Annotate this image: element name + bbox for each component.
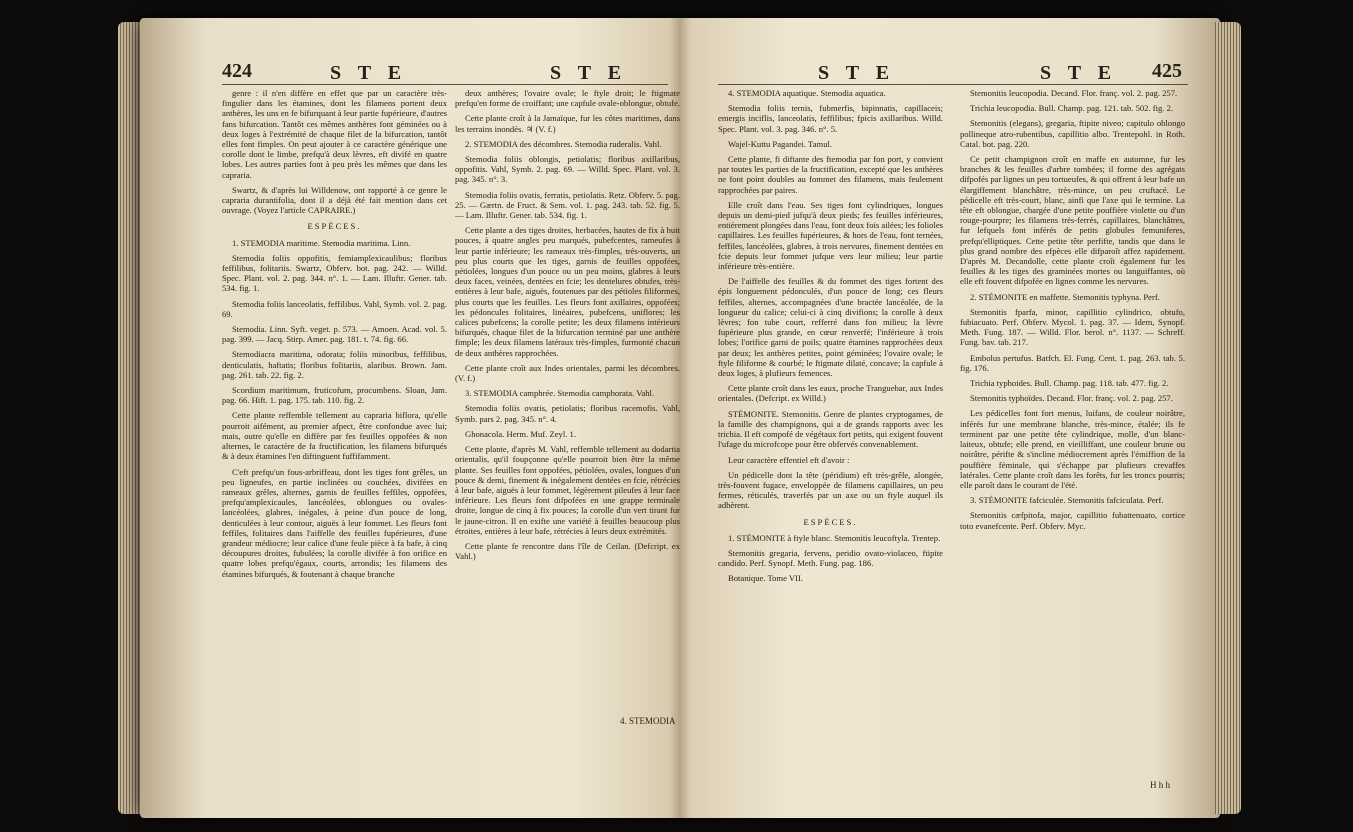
paragraph: Un pédicelle dont la tête (péridium) eft très-grêle, alongée, très-fouvent fugace, enveloppée de filamens capillaires, un peu fermes, réticulés, traverfés par un axe ou un ftyle auquel ils adhèrent.	[718, 469, 943, 511]
left-page-column-1	[222, 88, 447, 584]
paragraph: ESPÈCES.	[307, 221, 362, 232]
paragraph: Stemonitis leucopodia. Decand. Flor. franç. vol. 2. pag. 257.	[970, 88, 1178, 98]
running-head-right-2: S T E	[1040, 62, 1118, 84]
paragraph: Stemonitis gregaria, fervens, peridio ovato-violaceo, ftipite candido. Perf. Synopf. Meth. Fung. pag. 186.	[718, 547, 943, 569]
paragraph: Stemodia foliis oblongis, petiolatis; floribus axillaribus, oppofitis. Vahl, Symb. 2. pag. 69. — Willd. Spec. Plant. vol. 3. pag. 345. n°. 3.	[455, 154, 680, 185]
left-page-column-2	[455, 88, 680, 566]
book-edge-right	[1215, 22, 1241, 814]
header-rule-left	[222, 84, 668, 85]
signature-mark: H h h	[1150, 780, 1170, 790]
paragraph: Scordium maritimum, fruticofum, procumbens. Sloan, Jam. pag. 66. Hift. 1. pag. 175. tab. 110. fig. 2.	[222, 385, 447, 406]
paragraph: Cette plante croît dans les eaux, proche Tranguebar, aux Indes orientales. (Defcript. ex Willd.)	[718, 383, 943, 404]
paragraph: Cette plante, d'après M. Vahl, reffemble tellement au dodartia orientalis, qu'il foupçonne qu'elle pourroit bien être la même plante. Ses feuilles font oppofées, pétiolées, ovales, longues d'un pouce & demi, finement & inégalement dentées en fcie, rétrécies à leur bafe, aiguës à leur fommet, légèrement pileufes à leur face inférieure. Les fleurs font difpofées en une grappe terminale droite, longue de cinq à fix pouces; la corolle d'un vert tirant fur le jaune-citron. Il en exifte une variété à feuilles beaucoup plus étroites, entières à leur bafe, rétrécies à leurs deux extrémités.	[455, 444, 680, 536]
paragraph: Botanique. Tome VII.	[728, 573, 803, 584]
paragraph: deux anthères; l'ovaire ovale; le ftyle droit; le ftigmate prefqu'en forme de croiffant; une capfule ovale-oblongue, obtufe.	[455, 88, 680, 109]
paragraph: Les pédicelles font fort menus, luifans, de couleur noirâtre, inférés fur une membrane blanche, très-mince, étalée; ils fe terminent par une petite tête cylindrique, molle, d'un blanc-laiteux, obtufe; elle prend, en vieilliffant, une couleur brune ou noirâtre, périfte & s'incline médiocrement après l'émiffion de la pouffière féminale, qui s'échappe par plufieurs crevaffes latérales. Cette plante croît dans les forêts, fur les troncs pourris; elle paroît dans le courant de l'été.	[960, 408, 1185, 490]
paragraph: 3. STÉMONITE fafciculée. Stemonitis fafciculata. Perf.	[970, 495, 1164, 506]
paragraph: 1. STÉMONITE à ftyle blanc. Stemonitis leucoftyla. Trentep.	[728, 532, 941, 543]
right-page-column-1	[718, 88, 943, 589]
header-rule-right	[718, 84, 1188, 85]
paragraph: C'eft prefqu'un fous-arbriffeau, dont les tiges font grêles, un peu ligneufes, en partie inclinées ou couchées, divifées en rameaux grêles, alternes, garnis de feuilles feffiles, oppofées, prefqu'amplexicaules, lancéolées, oblongues ou ovales-lancéolées, glabres, inégales, à peine d'un pouce de long, denticulées à leur contour, aiguës à leur fommet. Les fleurs font feffiles, folitaires dans l'aiffelle des feuilles fupérieures, d'une grandeur médiocre; leur calice d'une feule pièce à fa bafe, à cinq découpures droites, fubulées; la corolle divifée à fon orifice en quatre lobes prefqu'égaux, courts, arrondis; les filamens des étamines bifurqués, & foutenant à chaque branche	[222, 466, 447, 579]
paragraph: Stemonitis typhoïdes. Decand. Flor. franç. vol. 2. pag. 257.	[970, 393, 1173, 404]
paragraph: Elle croît dans l'eau. Ses tiges font cylindriques, longues depuis un demi-pied jufqu'à deux pieds; fes feuilles inférieures, entièrement plongées dans l'eau, font deux fois ailées; les folioles capillaires. Les feuilles fupérieures, & hors de l'eau, font ternées, feffiles, lancéolées, glabres, à trois nervures, finement dentées en fcie depuis leur fommet jufque vers leur milieu; leur partie inférieure très-entière.	[718, 199, 943, 272]
folio-right: 425	[1152, 60, 1182, 82]
paragraph: Stemodia foliis ovatis, ferratis, petiolatis. Retz. Obferv. 5. pag. 25. — Gærtn. de Fruct. & Sem. vol. 1. pag. 243. tab. 52. fig. 5. — Lam. Illuftr. Gener. tab. 534. fig. 1.	[455, 189, 680, 221]
paragraph: Trichia typhoides. Bull. Champ. pag. 118. tab. 477. fig. 2.	[970, 378, 1169, 389]
paragraph: Cette plante, fi diftante des ftemodia par fon port, y convient par toutes les parties de la fructification, excepté que les anthères ne font point doubles au fommet des filamens, mais feulement rapprochées par paires.	[718, 154, 943, 195]
paragraph: Stemodia foliis ternis, fubmerfis, bipinnatis, capillaceis; emergis inciflis, lanceolatis, feffilibus; fpicis axillaribus. Willd. Spec. Plant. vol. 3. pag. 346. n°. 5.	[718, 103, 943, 134]
paragraph: Cette plante a des tiges droites, herbacées, hautes de fix à huit pouces, à quatre angles peu marqués, pubefcentes, rameufes à leur partie inférieure; les rameaux très-fimples, très-ouverts, un peu plus courts que les tiges, garnis de feuilles oppofées, pétiolées, longues d'un pouce ou un peu moins, glabres à leurs deux faces, veinées, dentées en fcie; les dentelures obtufes, très-entières à leur bafe, aiguës, foutenues par des pétioles filiformes, plus courts que les feuilles. Les fleurs font axillaires, oppofées; les pédoncules folitaires, linéaires, pubefcens, uniflores; les calices pubefcens; la corolle petite; les deux filamens intérieurs bifurqués, chaque filet de la bifurcation terminé par une anthère fimple; les deux filamens latéraux très-fimples, furmonté chacun de deux anthères rapprochées.	[455, 225, 680, 358]
paragraph: Cette plante croît à la Jamaïque, fur les côtes maritimes, dans les terrains inondés. ♃ (V. f.)	[455, 113, 680, 134]
paragraph: Stemodia foliis ovatis, petiolatis; floribus racemofis. Vahl, Symb. pars 2. pag. 345. n°. 4.	[455, 403, 680, 424]
paragraph: Stemonitis fparfa, minor, capillitio cylindrico, obtufo, fubiacuato. Perf. Obferv. Mycol. 1. pag. 37. — Idem, Synopf. Meth. Fung. 187. — Willd. Flor. berol. n°. 1137. — Schreff. Fung. bav. tab. 217.	[960, 306, 1185, 348]
running-head-left-2: S T E	[550, 62, 628, 84]
paragraph: genre : il n'en diffère en effet que par un caractère très-fingulier dans les étamines, dont les filamens portent deux anthères, les uns en fe bifurquant à leur partie fupérieure, d'autres fans bifurcation. Tantôt ces mêmes anthères font géminées ou à deux loges à l'extrémité de chaque filet de la bifurcation, tantôt elles font fimples. On peut ajouter à ce caractère générique une corolle dont le limbe, prefqu'à deux lèvres, eft divifé en quatre lobes. Les autres parties font à peu près les mêmes que dans les capraria.	[222, 88, 447, 180]
paragraph: De l'aiffelle des feuilles & du fommet des tiges fortent des épis longuement pédonculés, d'un pouce de long; ces fleurs feffiles, alternes, accompagnées d'une bractée lancéolée, de la longueur du calice; celui-ci à cinq divifions; la corolle à deux lèvres; fon tube court, refferré dans fon milieu; la lèvre fupérieure plus grande, en cœur renverfé; l'inférieure à trois lobes; l'orifice garni de poils; quatre étamines rapprochées deux par deux; les anthères petites, point géminées; l'ovaire ovale; le ftyle filiforme & courbé; le ftigmate dilaté, concave; la capfule à deux loges, à plufieurs femences.	[718, 276, 943, 379]
paragraph: Cette plante fe rencontre dans l'île de Ceilan. (Defcript. ex Vahl.)	[455, 540, 680, 562]
paragraph: ESPÈCES.	[803, 516, 858, 527]
paragraph: Ce petit champignon croît en maffe en automne, fur les branches & les feuilles d'arbre tombées; il forme des agrégats difpofés par lignes un peu tortueufes, & qui offrent à leur bafe un élargiffement blanchâtre, très-mince, un peu cruftacé. Le pédicelle eft très-court, blanc, ainfi que l'axe qui le termine. La tête eft oblongue, chargée d'une petite pouffière violette ou d'un rouge-pourpre; les filamens très-ferrés, capillaires, blanchâtres, fur lefquels font inférés de petits globules femuniferes, prefqu'elliptiques. Cette petite tête perfifte, tandis que dans le plus grand nombre des efpèces elle difparoît affez rapidement. D'après M. Decandolle, cette plante croît également fur les feuilles & les tiges des graminées mortes ou languiffantes, où elle eft fouvent difpofée en lignes comme les nervures.	[960, 154, 1185, 287]
paragraph: Leur caractère effentiel eft d'avoir :	[728, 454, 850, 465]
catchword: 4. STEMODIA	[620, 716, 676, 726]
right-page-column-2	[960, 88, 1185, 536]
folio-left: 424	[222, 60, 252, 82]
paragraph: 2. STÉMONITE en maffette. Stemonitis typhyna. Perf.	[970, 291, 1160, 302]
paragraph: Cette plante reffemble tellement au capraria biflora, qu'elle pourroit aifément, au premier afpect, être confondue avec lui; mais, outre qu'elle en diffère par fes feuilles oppofées & non alternes, le caractère de fa fructification, les filamens bifurqués & à deux étamines l'en diftinguent fuffifamment.	[222, 410, 447, 462]
paragraph: Stemonitis (elegans), gregaria, ftipite niveo; capitulo oblongo pollineque atro-rubentibus, capillitio albo. Trentepohl. in Roth. Catal. bot. pag. 220.	[960, 118, 1185, 149]
paragraph: Embolus pertufus. Batfch. El. Fung. Cent. 1. pag. 263. tab. 5. fig. 176.	[960, 352, 1185, 373]
running-head-right-1: S T E	[818, 62, 896, 84]
paragraph: Trichia leucopodia. Bull. Champ. pag. 121. tab. 502. fig. 2.	[970, 103, 1174, 114]
running-head-left-1: S T E	[330, 62, 408, 84]
paragraph: Stemodia. Linn. Syft. veget. p. 573. — Amoen. Acad. vol. 5. pag. 399. — Jacq. Stirp. Amer. pag. 181. t. 74. fig. 66.	[222, 324, 447, 345]
paragraph: Stemodia foliis lanceolatis, feffilibus. Vahl, Symb. vol. 2. pag. 69.	[222, 298, 447, 319]
paragraph: 4. STEMODIA aquatique. Stemodia aquatica.	[728, 88, 886, 98]
paragraph: Wajel-Kuttu Pagandei. Tamul.	[728, 138, 833, 149]
book-edge-left	[118, 22, 142, 814]
paragraph: Ghonacola. Herm. Muf. Zeyl. 1.	[465, 428, 576, 439]
paragraph: 2. STEMODIA des décombres. Stemodia ruderalis. Vahl.	[465, 138, 662, 149]
paragraph: Stemodia foliis oppofitis, femiamplexicaulibus; floribus feffilibus, folitariis. Swartz, Obferv. bot. pag. 242. — Willd. Spec. Plant. vol. 2. pag. 344. n°. 1. — Lam. Illuftr. Gener. tab. 534. fig. 1.	[222, 252, 447, 294]
paragraph: Stemodiacra maritima, odorata; foliis minoribus, feffilibus, denticulatis, haftatis; floribus folitariis, alaribus. Brown. Jam. pag. 261. tab. 22. fig. 2.	[222, 349, 447, 380]
paragraph: Cette plante croît aux Indes orientales, parmi les décombres. (V. f.)	[455, 362, 680, 384]
paragraph: Stemonitis cæfpitofa, major, capillitio fubattenuato, cortice toto evanefcente. Perf. Obferv. Myc.	[960, 510, 1185, 531]
paragraph: 1. STEMODIA maritime. Stemodia maritima. Linn.	[232, 237, 411, 248]
paragraph: Swartz, & d'après lui Willdenow, ont rapporté à ce genre le capraria durantifolia, dont il a déjà été fait mention dans cet ouvrage. (Voyez l'article CAPRAIRE.)	[222, 184, 447, 216]
paragraph: 3. STEMODIA camphrée. Stemodia camphorata. Vahl.	[465, 388, 655, 399]
paragraph: STÉMONITE. Stemonitis. Genre de plantes cryptogames, de la famille des champignons, qui a de grands rapports avec les trichia. Il eft compofé de végétaux fort petits, qui exigent fouvent l'ufage du microfcope pour être obfervés convenablement.	[718, 408, 943, 450]
